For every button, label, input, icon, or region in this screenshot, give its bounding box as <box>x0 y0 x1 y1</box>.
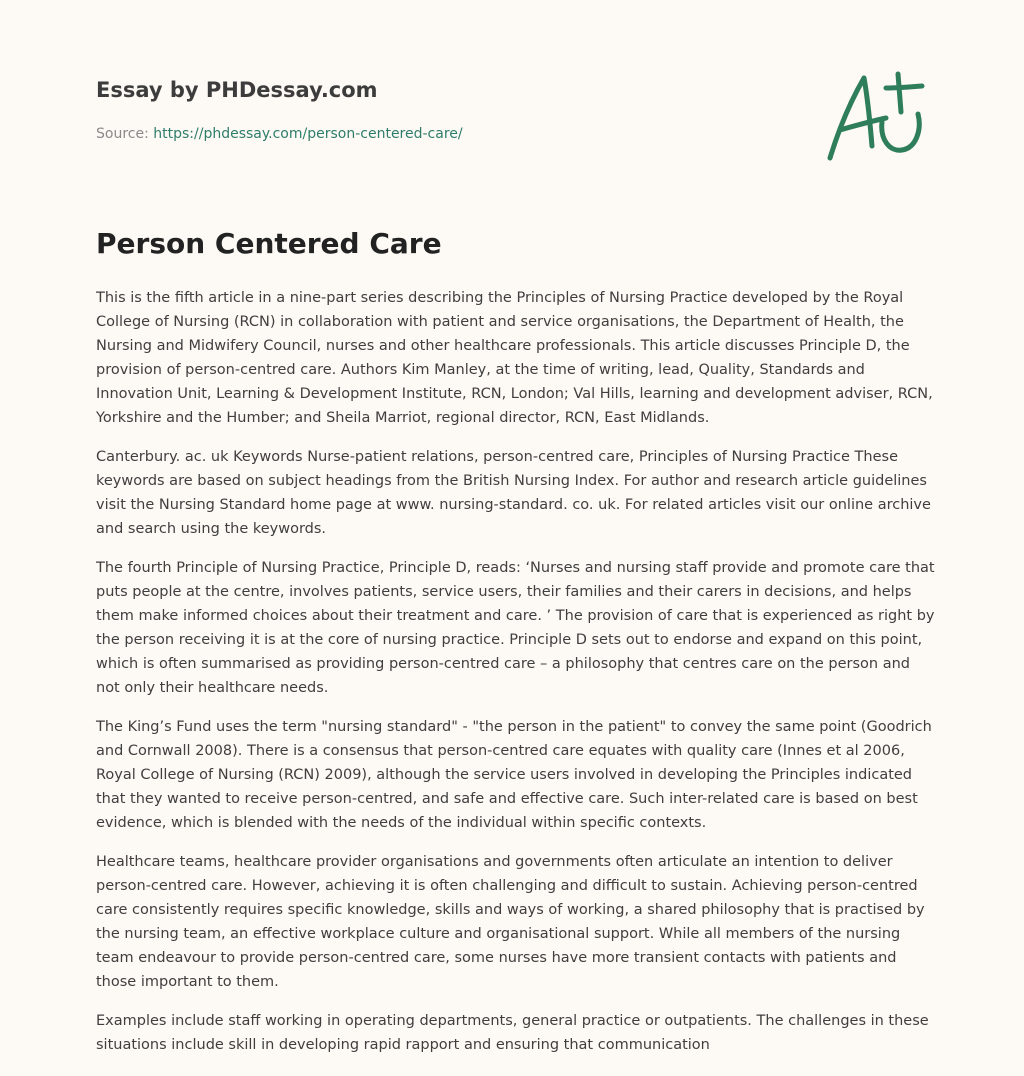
article-body <box>96 286 936 1072</box>
paragraph: This is the fifth article in a nine-part series describing the Principles of Nursing Practice developed by the Royal College of Nursing (RCN) in collaboration with patient and service organisations, the Department of Health, the Nursing and Midwifery Council, nurses and other healthcare professionals. This article discusses Principle D, the provision of person-centred care. Authors Kim Manley, at the time of writing, lead, Quality, Standards and Innovation Unit, Learning & Development Institute, RCN, London; Val Hills, learning and development adviser, RCN, Yorkshire and the Humber; and Sheila Marriot, regional director, RCN, East Midlands. <box>96 290 933 426</box>
source-label: Source: <box>96 126 149 142</box>
a-plus-logo-icon <box>822 66 928 166</box>
paragraph: The King’s Fund uses the term "nursing standard" - "the person in the patient" to convey the same point (Goodrich and Cornwall 2008). There is a consensus that person-centred care equates with quality care (Innes et al 2006, Royal College of Nursing (RCN) 2009), although the service users involved in developing the Principles indicated that they wanted to receive person-centred, and safe and effective care. Such inter-related care is based on best evidence, which is blended with the needs of the individual within specific contexts. <box>96 719 932 831</box>
brand-title: Essay by PHDessay.com <box>96 78 378 102</box>
essay-header <box>96 76 796 144</box>
source-link[interactable]: https://phdessay.com/person-centered-care/ <box>153 126 463 142</box>
paragraph: The fourth Principle of Nursing Practice, Principle D, reads: ‘Nurses and nursing staff provide and promote care that puts people at the centre, involves patients, service users, their families and their carers in decisions, and helps them make informed choices about their treatment and care. ’ The provision of care that is experienced as right by the person receiving it is at the core of nursing practice. Principle D sets out to endorse and expand on this point, which is often summarised as providing person-centred care – a philosophy that centres care on the person and not only their healthcare needs. <box>96 560 935 696</box>
paragraph: Canterbury. ac. uk Keywords Nurse-patient relations, person-centred care, Principles of Nursing Practice These keywords are based on subject headings from the British Nursing Index. For author and research article guidelines visit the Nursing Standard home page at www. nursing-standard. co. uk. For related articles visit our online archive and search using the keywords. <box>96 449 931 537</box>
source-line <box>96 124 796 144</box>
paragraph: Examples include staff working in operating departments, general practice or outpatients. The challenges in these situations include skill in developing rapid rapport and ensuring that communication <box>96 1013 929 1053</box>
page-title: Person Centered Care <box>96 227 442 260</box>
paragraph: Healthcare teams, healthcare provider organisations and governments often articulate an intention to deliver person-centred care. However, achieving it is often challenging and difficult to sustain. Achieving person-centred care consistently requires specific knowledge, skills and ways of working, a shared philosophy that is practised by the nursing team, an effective workplace culture and organisational support. While all members of the nursing team endeavour to provide person-centred care, some nurses have more transient contacts with patients and those important to them. <box>96 854 925 990</box>
